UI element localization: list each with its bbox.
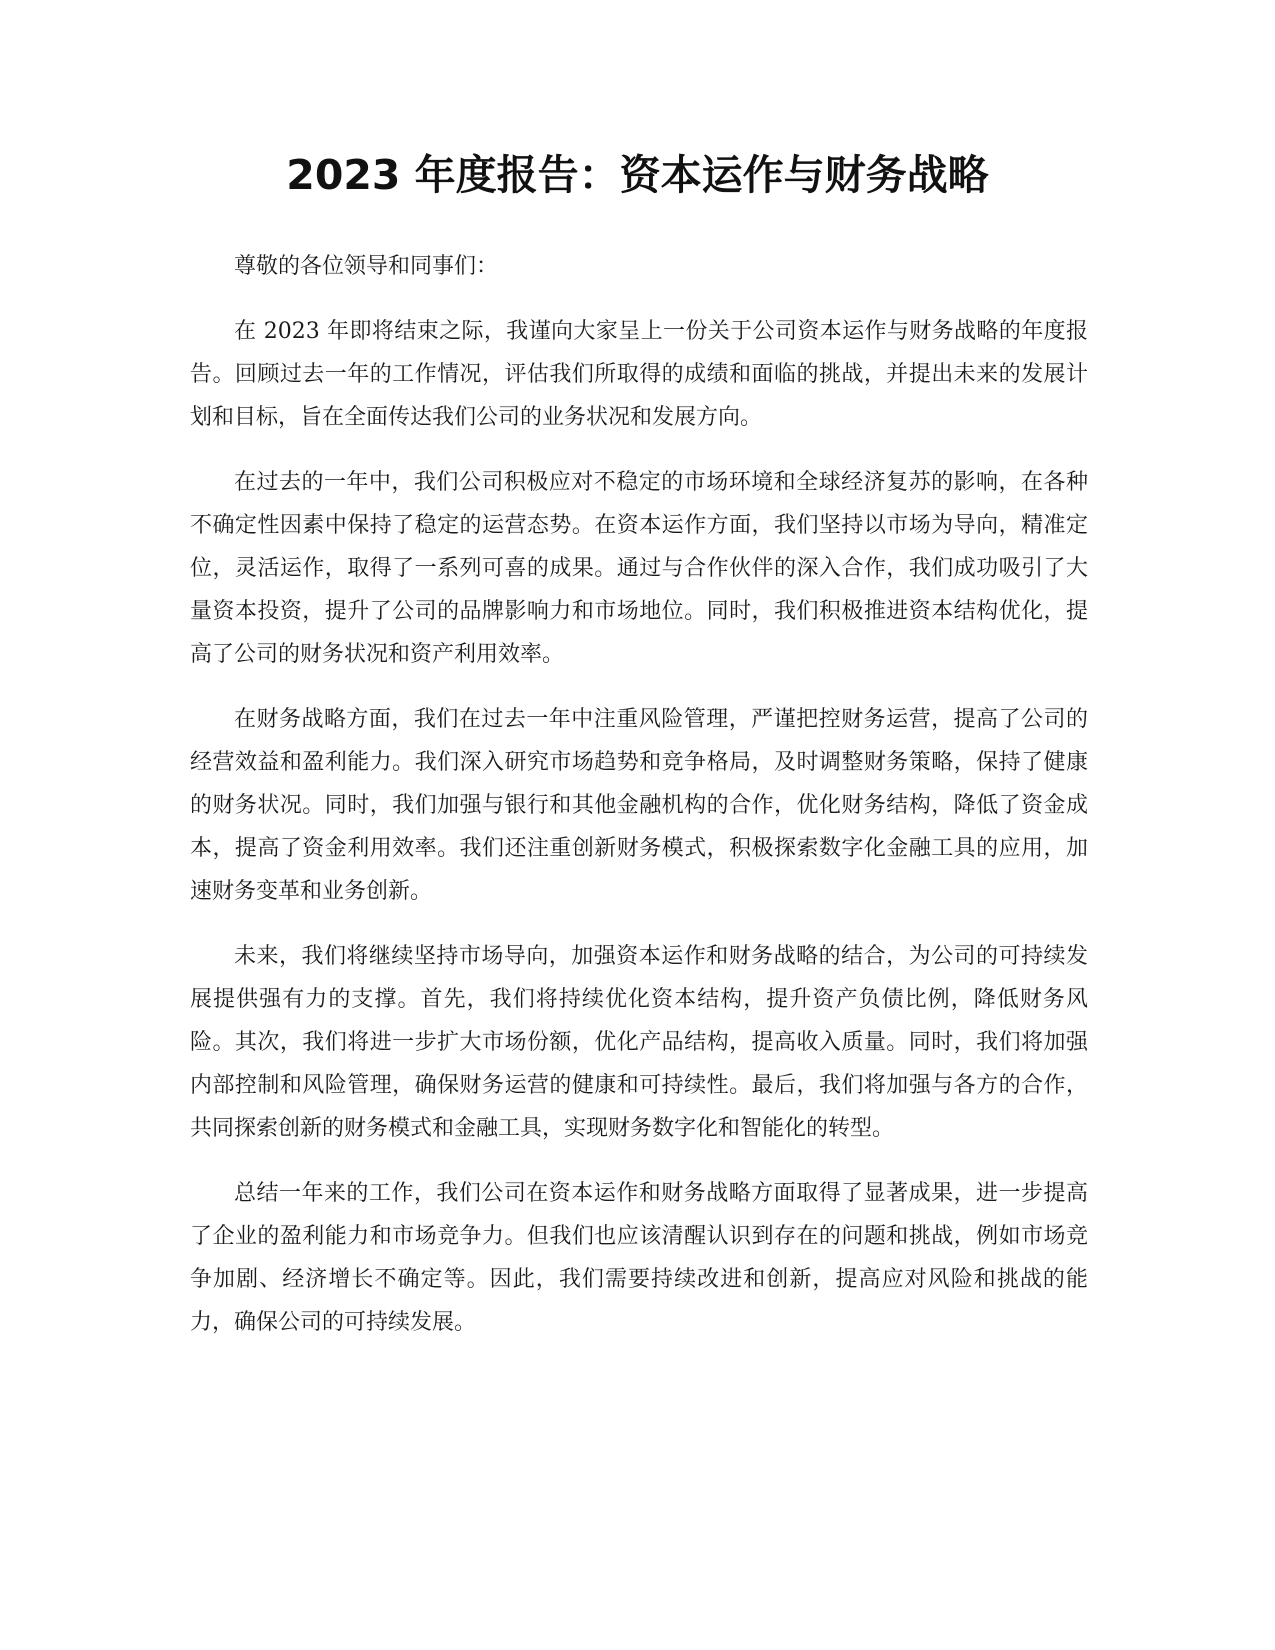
paragraph-future-plans: 未来，我们将继续坚持市场导向，加强资本运作和财务战略的结合，为公司的可持续发展提供强有力的支撑。首先，我们将持续优化资本结构，提升资产负债比例，降低财务风险。其次，我们将进一步扩大市场份额，优化产品结构，提高收入质量。同时，我们将加强内部控制和风险管理，确保财务运营的健康和可持续性。最后，我们将加强与各方的合作，共同探索创新的财务模式和金融工具，实现财务数字化和智能化的转型。: [190, 944, 1088, 1141]
paragraph-summary: 总结一年来的工作，我们公司在资本运作和财务战略方面取得了显著成果，进一步提高了企业的盈利能力和市场竞争力。但我们也应该清醒认识到存在的问题和挑战，例如市场竞争加剧、经济增长不确定等。因此，我们需要持续改进和创新，提高应对风险和挑战的能力，确保公司的可持续发展。: [190, 1181, 1088, 1335]
salutation: 尊敬的各位领导和同事们：: [234, 254, 499, 279]
document-body: [190, 245, 1088, 1366]
paragraph-capital-operations: 在过去的一年中，我们公司积极应对不稳定的市场环境和全球经济复苏的影响，在各种不确定性因素中保持了稳定的运营态势。在资本运作方面，我们坚持以市场为导向，精准定位，灵活运作，取得了一系列可喜的成果。通过与合作伙伴的深入合作，我们成功吸引了大量资本投资，提升了公司的品牌影响力和市场地位。同时，我们积极推进资本结构优化，提高了公司的财务状况和资产利用效率。: [190, 470, 1088, 667]
paragraph-financial-strategy: 在财务战略方面，我们在过去一年中注重风险管理，严谨把控财务运营，提高了公司的经营效益和盈利能力。我们深入研究市场趋势和竞争格局，及时调整财务策略，保持了健康的财务状况。同时，我们加强与银行和其他金融机构的合作，优化财务结构，降低了资金成本，提高了资金利用效率。我们还注重创新财务模式，积极探索数字化金融工具的应用，加速财务变革和业务创新。: [190, 707, 1088, 904]
paragraph-intro: 在 2023 年即将结束之际，我谨向大家呈上一份关于公司资本运作与财务战略的年度报告。回顾过去一年的工作情况，评估我们所取得的成绩和面临的挑战，并提出未来的发展计划和目标，旨在全面传达我们公司的业务状况和发展方向。: [190, 319, 1088, 430]
document-title: 2023 年度报告：资本运作与财务战略: [286, 151, 989, 199]
